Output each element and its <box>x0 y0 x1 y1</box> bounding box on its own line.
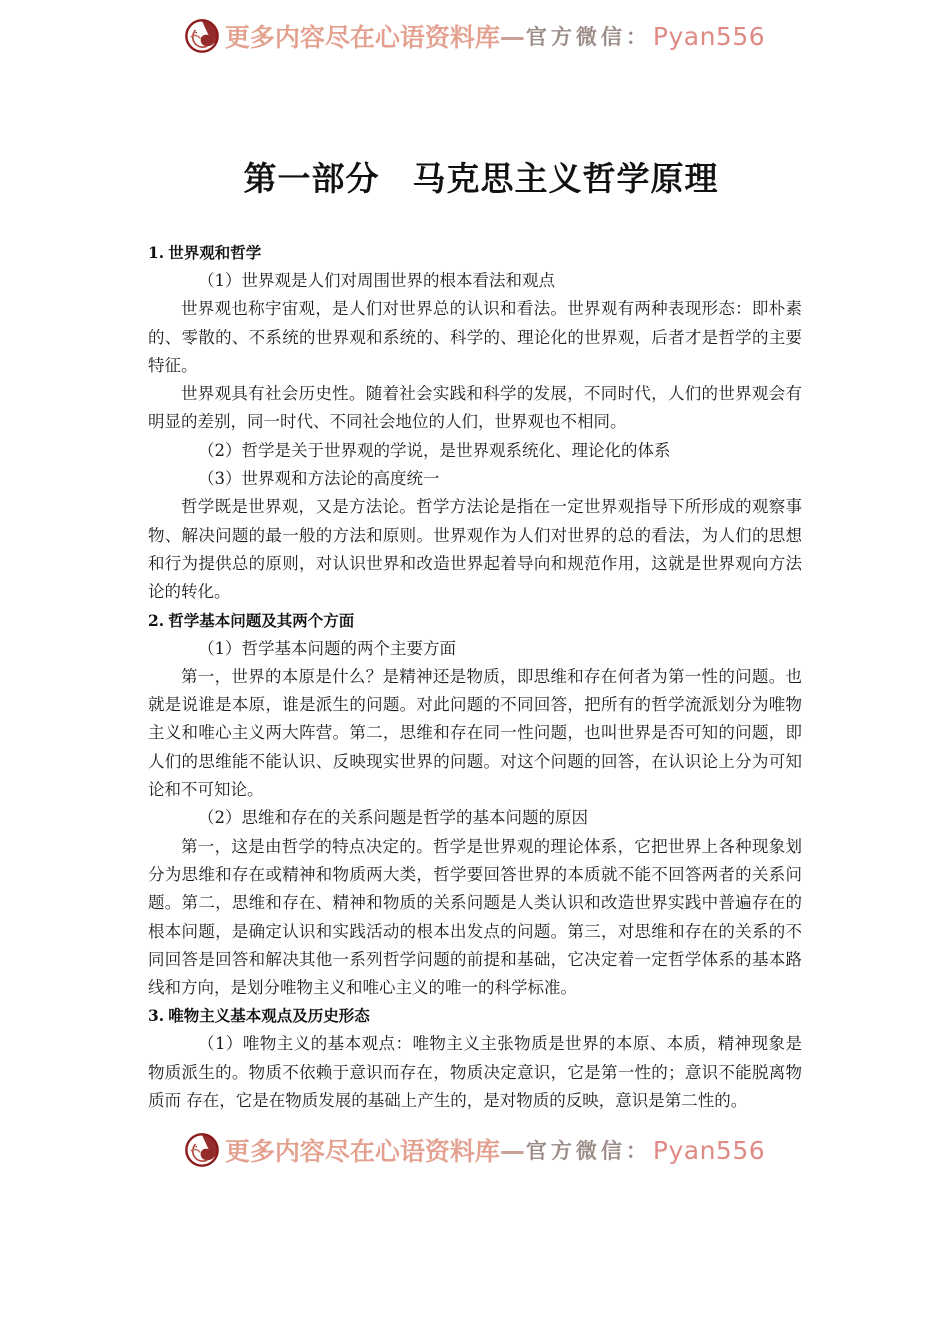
body-paragraph: 第一，世界的本原是什么？是精神还是物质，即思维和存在何者为第一性的问题。也就是说谁是本原，谁是派生的问题。对此问题的不同回答，把所有的哲学流派划分为唯物主义和唯心主义两大阵营。第二，思维和存在同一性问题，也叫世界是否可知的问题，即人们的思维能不能认识、反映现实世界的问题。对这个问题的回答，在认识论上分为可知论和不可知论。 <box>148 666 802 800</box>
watermark-handle: Pyan556 <box>652 1135 766 1165</box>
section-number: 1. <box>148 243 165 262</box>
section-heading <box>148 607 802 635</box>
section-number: 2. <box>148 610 165 630</box>
watermark-dash: — <box>499 1135 525 1165</box>
sub-item-paragraph: （3）世界观和方法论的高度统一 <box>198 469 440 489</box>
section-list <box>148 239 802 1115</box>
watermark-dash: — <box>499 21 525 51</box>
section-number: 3. <box>148 1006 165 1026</box>
sub-item-paragraph: （2）思维和存在的关系问题是哲学的基本问题的原因 <box>198 808 588 828</box>
section-heading <box>148 239 802 267</box>
section-heading <box>148 1002 802 1030</box>
page-title-main: 马克思主义哲学原理 <box>412 159 719 198</box>
sub-item-paragraph: （2）哲学是关于世界观的学说，是世界观系统化、理论化的体系 <box>198 440 671 460</box>
body-paragraph: 哲学既是世界观，又是方法论。哲学方法论是指在一定世界观指导下所形成的观察事物、解决问题的最一般的方法和原则。世界观作为人们对世界的总的看法，为人们的思想和行为提供总的原则，对认识世界和改造世界起着导向和规范作用，这就是世界观向方法论的转化。 <box>148 497 802 602</box>
watermark-sub-text: 官方微信： <box>525 24 651 49</box>
body-paragraph: 第一，这是由哲学的特点决定的。哲学是世界观的理论体系，它把世界上各种现象划分为思维和存在或精神和物质两大类，哲学要回答世界的本质就不能不回答两者的关系问题。第二，思维和存在、精神和物质的关系问题是人类认识和改造世界实践中普遍存在的根本问题，是确定认识和实践活动的根本出发点的问题。第三，对思维和存在的关系的不同回答是回答和解决其他一系列哲学问题的前提和基础，它决定着一定哲学体系的基本路线和方向，是划分唯物主义和唯心主义的唯一的科学标准。 <box>148 836 802 998</box>
watermark-header <box>0 14 950 58</box>
watermark-main-text: 更多内容尽在心语资料库 <box>224 23 500 52</box>
watermark-handle: Pyan556 <box>652 21 766 51</box>
watermark-footer <box>0 1128 950 1172</box>
document-content <box>148 155 802 1115</box>
body-paragraph: 世界观也称宇宙观，是人们对世界总的认识和看法。世界观有两种表现形态：即朴素的、零散的、不系统的世界观和系统的、科学的、理论化的世界观，后者才是哲学的主要特征。 <box>148 299 802 375</box>
section-heading-text: 哲学基本问题及其两个方面 <box>168 611 355 630</box>
section-heading-text: 世界观和哲学 <box>168 244 262 262</box>
section-heading-text: 唯物主义基本观点及历史形态 <box>168 1007 370 1026</box>
sub-item-paragraph: （1）唯物主义的基本观点：唯物主义主张物质是世界的本原、本质，精神现象是物质派生的。物质不依赖于意识而存在，物质决定意识，它是第一性的；意识不能脱离物质而 存在，它是在物质发展的基础上产生的，是对物质的反映，意识是第二性的。 <box>148 1034 802 1111</box>
watermark-main-text: 更多内容尽在心语资料库 <box>224 1137 500 1166</box>
page-title-part: 第一部分 <box>243 159 380 198</box>
sub-item-paragraph: （1）世界观是人们对周围世界的根本看法和观点 <box>198 271 555 290</box>
watermark-sub-text: 官方微信： <box>525 1138 651 1163</box>
sub-item-paragraph: （1）哲学基本问题的两个主要方面 <box>198 638 456 658</box>
circular-swirl-logo-icon <box>185 19 219 53</box>
page-title <box>148 155 802 203</box>
body-paragraph: 世界观具有社会历史性。随着社会实践和科学的发展，不同时代，人们的世界观会有明显的差别，同一时代、不同社会地位的人们，世界观也不相同。 <box>148 384 802 432</box>
circular-swirl-logo-icon <box>185 1133 219 1167</box>
